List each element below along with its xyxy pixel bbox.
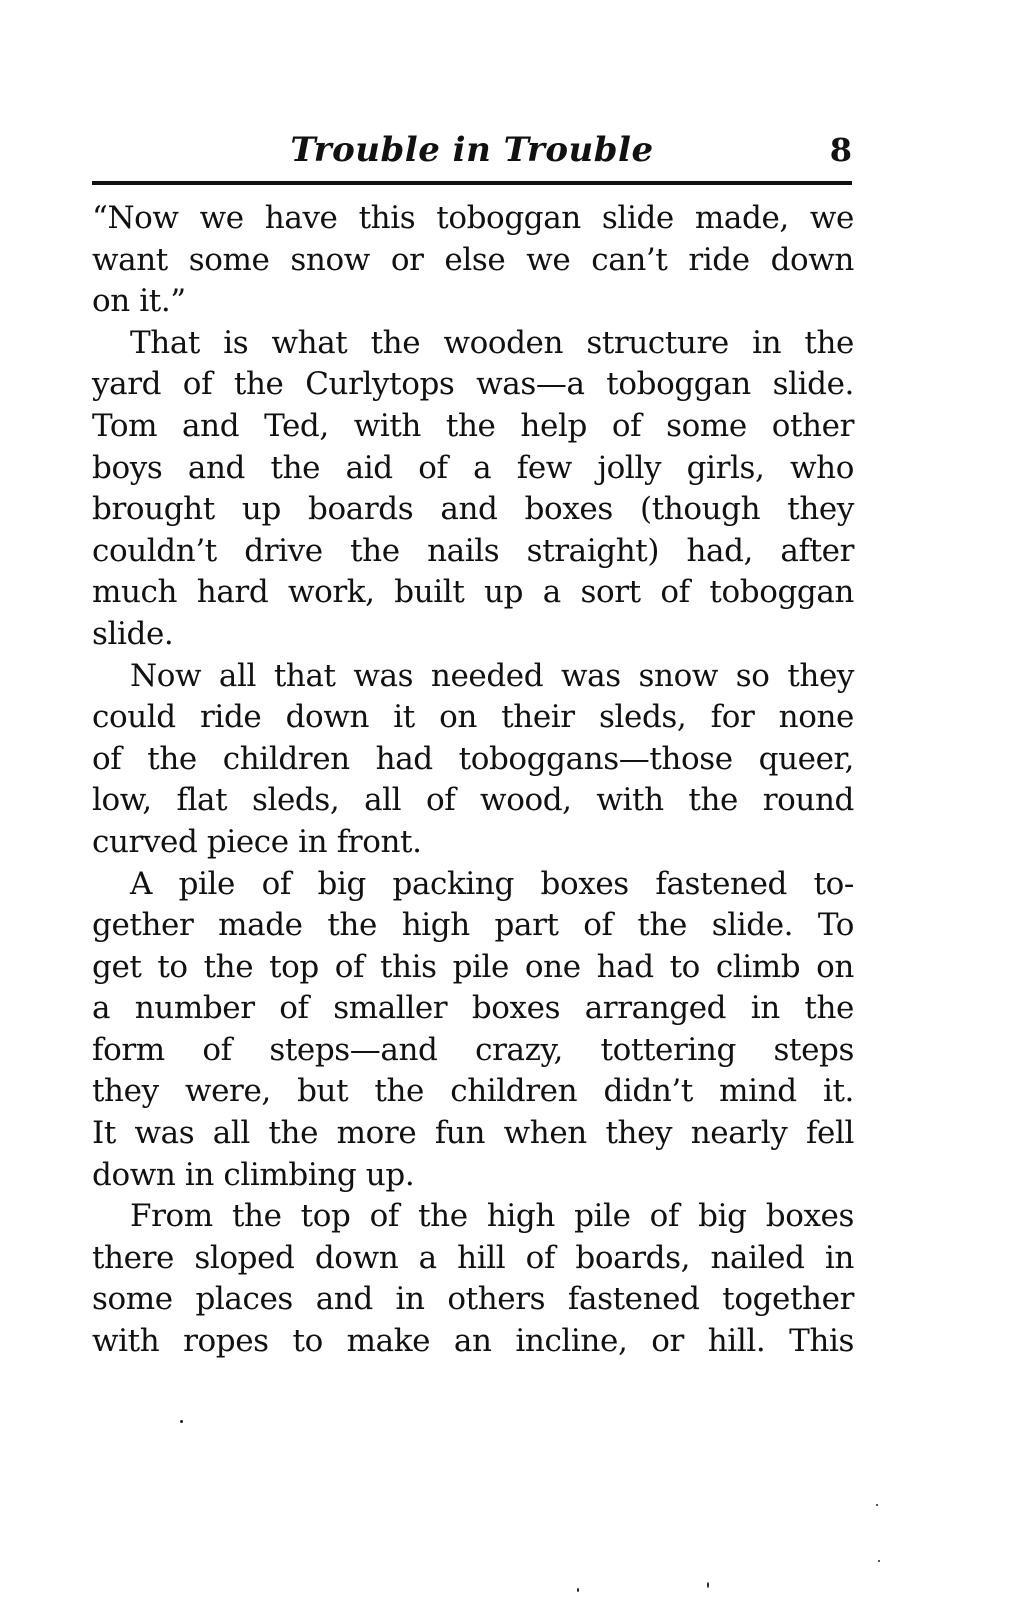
text-line: “Now we have this toboggan slide made, we <box>92 200 854 236</box>
text-line: on it.” <box>92 283 186 320</box>
text-line: get to the top of this pile one had to climb on <box>92 948 854 985</box>
header-rule <box>92 181 852 185</box>
text-line: some places and in others fastened together <box>92 1281 854 1318</box>
text-line: slide. <box>92 615 174 652</box>
running-head <box>92 128 852 172</box>
text-line: of the children had toboggans—those queer, <box>92 740 854 777</box>
text-line: Tom and Ted, with the help of some other <box>92 407 854 444</box>
text-line: From the top of the high pile of big boxes <box>130 1198 854 1235</box>
text-line: yard of the Curlytops was—a toboggan slide. <box>92 366 854 403</box>
text-line: much hard work, built up a sort of toboggan <box>92 574 854 611</box>
text-line: gether made the high part of the slide. To <box>92 907 854 944</box>
scan-speck <box>878 1560 880 1562</box>
text-line: there sloped down a hill of boards, nailed in <box>92 1239 854 1276</box>
text-line: could ride down it on their sleds, for none <box>92 699 854 736</box>
scan-speck <box>876 1504 878 1506</box>
text-line: with ropes to make an incline, or hill. This <box>92 1323 854 1360</box>
text-line: A pile of big packing boxes fastened to- <box>130 865 854 902</box>
text-line: a number of smaller boxes arranged in the <box>92 990 854 1027</box>
text-line: That is what the wooden structure in the <box>130 324 854 361</box>
text-line: they were, but the children didn’t mind it. <box>92 1073 854 1110</box>
text-line: brought up boards and boxes (though they <box>92 491 854 528</box>
scan-speck <box>577 1588 579 1592</box>
text-line: low, flat sleds, all of wood, with the round <box>92 782 854 819</box>
text-line: down in climbing up. <box>92 1156 415 1193</box>
text-line: boys and the aid of a few jolly girls, who <box>92 449 854 486</box>
scan-speck <box>180 1420 183 1423</box>
text-line: want some snow or else we can’t ride down <box>92 241 854 278</box>
text-line: Now all that was needed was snow so they <box>130 657 854 694</box>
text-line: form of steps—and crazy, tottering steps <box>92 1031 854 1068</box>
text-line: It was all the more fun when they nearly fell <box>92 1115 854 1152</box>
text-line: couldn’t drive the nails straight) had, after <box>92 532 854 569</box>
scan-speck <box>707 1582 709 1588</box>
body-text <box>92 198 854 1363</box>
text-line: curved piece in front. <box>92 823 422 860</box>
page-number: 8 <box>829 131 852 169</box>
running-title: Trouble in Trouble <box>290 130 654 170</box>
